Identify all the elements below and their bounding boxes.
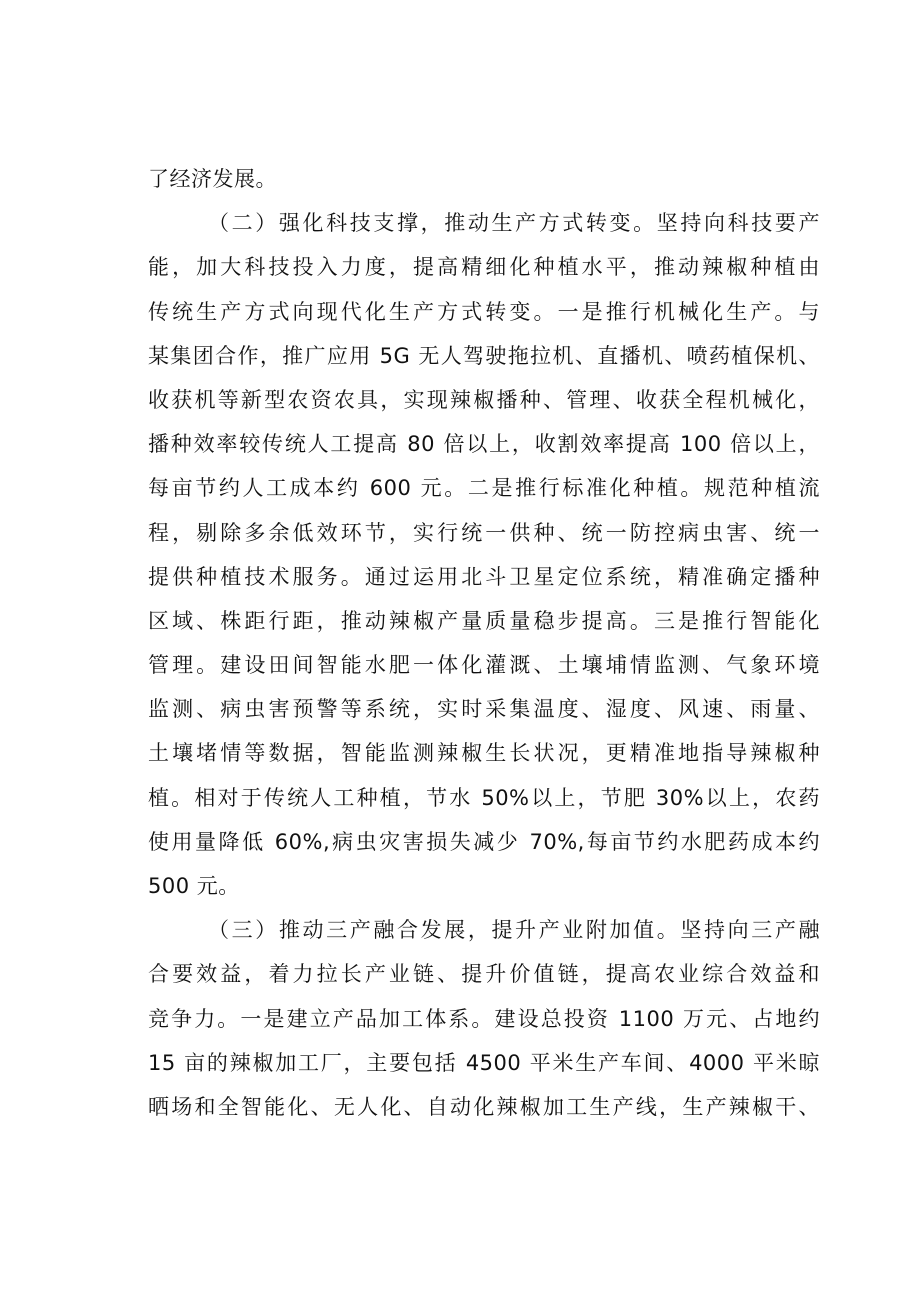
paragraph-line: 程，剔除多余低效环节，实行统一供种、统一防控病虫害、统一 <box>148 520 820 545</box>
paragraph-line: 管理。建设田间智能水肥一体化灌溉、土壤埔情监测、气象环境 <box>148 653 820 678</box>
paragraph-line: 使用量降低 60%,病虫灾害损失减少 70%,每亩节约水肥药成本约 <box>148 829 820 854</box>
paragraph-line: 竞争力。一是建立产品加工体系。建设总投资 1100 万元、占地约 <box>148 1006 820 1031</box>
paragraph-line: 区域、株距行距，推动辣椒产量质量稳步提高。三是推行智能化 <box>148 608 820 633</box>
paragraph-line: 某集团合作，推广应用 5G 无人驾驶拖拉机、直播机、喷药植保机、 <box>148 343 820 368</box>
body-text <box>148 157 820 1129</box>
paragraph-line: 晒场和全智能化、无人化、自动化辣椒加工生产线，生产辣椒干、 <box>148 1094 820 1119</box>
paragraph-line: 监测、病虫害预警等系统，实时采集温度、湿度、风速、雨量、 <box>148 697 820 722</box>
paragraph-line: 能，加大科技投入力度，提高精细化种植水平，推动辣椒种植由 <box>148 255 820 280</box>
section-heading-line: （三）推动三产融合发展，提升产业附加值。坚持向三产融 <box>208 918 820 943</box>
paragraph-line: 土壤堵情等数据，智能监测辣椒生长状况，更精准地指导辣椒种 <box>148 741 820 766</box>
paragraph-line: 提供种植技术服务。通过运用北斗卫星定位系统，精准确定播种 <box>148 564 820 589</box>
paragraph-line: 15 亩的辣椒加工厂，主要包括 4500 平米生产车间、4000 平米晾 <box>148 1050 820 1075</box>
paragraph-line: 每亩节约人工成本约 600 元。二是推行标准化种植。规范种植流 <box>148 476 820 501</box>
paragraph-line: 植。相对于传统人工种植，节水 50%以上，节肥 30%以上，农药 <box>148 785 820 810</box>
section-heading-line: （二）强化科技支撑，推动生产方式转变。坚持向科技要产 <box>208 211 820 236</box>
paragraph-line: 播种效率较传统人工提高 80 倍以上，收割效率提高 100 倍以上， <box>148 432 820 457</box>
paragraph-line: 收获机等新型农资农具，实现辣椒播种、管理、收获全程机械化， <box>148 387 820 412</box>
paragraph-line: 合要效益，着力拉长产业链、提升价值链，提高农业综合效益和 <box>148 962 820 987</box>
paragraph-line: 传统生产方式向现代化生产方式转变。一是推行机械化生产。与 <box>148 299 820 324</box>
paragraph-line: 了经济发展。 <box>148 167 277 191</box>
paragraph-line: 500 元。 <box>148 874 240 898</box>
